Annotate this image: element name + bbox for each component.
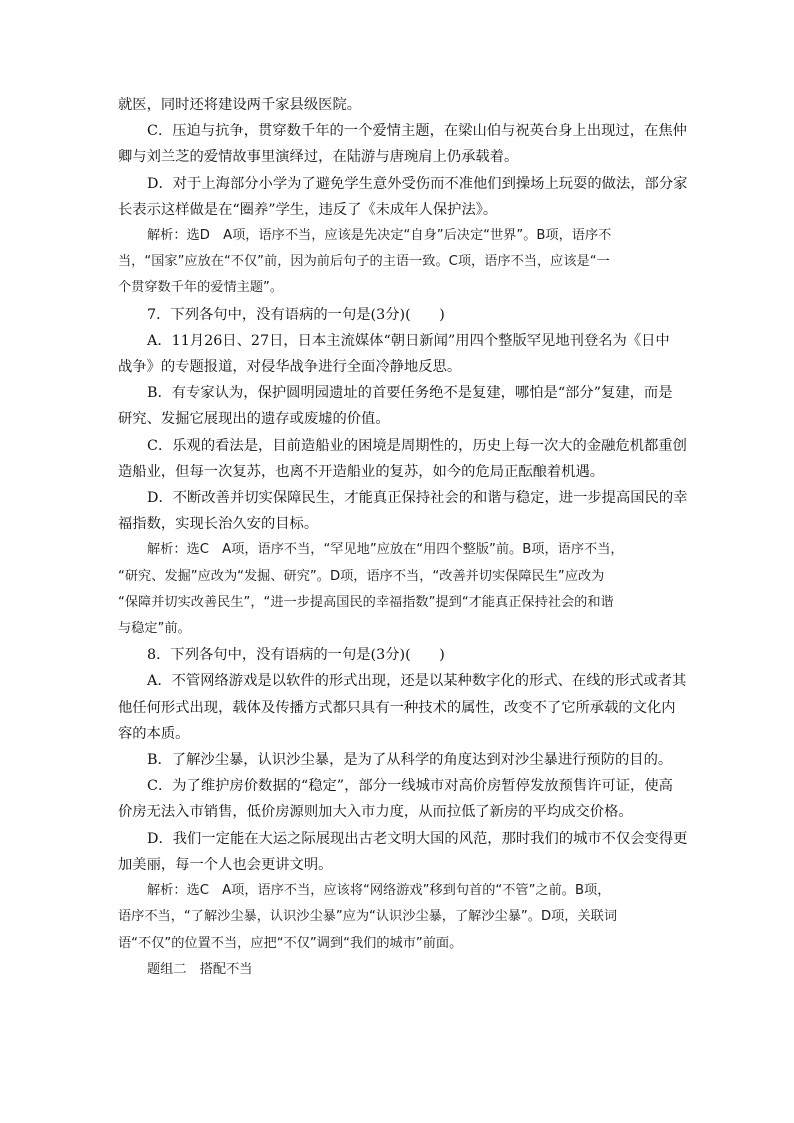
text-line: 与稳定”前。 (118, 621, 191, 637)
text-line: 语序不当，“了解沙尘暴，认识沙尘暴”应为“认识沙尘暴，了解沙尘暴”。D项，关联词 (118, 909, 618, 925)
text-line: 造船业，但每一次复苏，也离不开造船业的复苏，如今的危局正酝酿着机遇。 (118, 463, 605, 480)
text-line: D．对于上海部分小学为了避免学生意外受伤而不准他们到操场上玩耍的做法，部分家 (147, 175, 688, 192)
text-line: “保障并切实改善民生”，“进一步提高国民的幸福指数”提到“才能真正保持社会的和谐 (118, 594, 614, 610)
text-line: 解析：选C A项，语序不当，应该将“网络游戏”移到句首的“不管”之前。B项， (147, 883, 611, 899)
text-line: 语“不仅”的位置不当，应把“不仅”调到“我们的城市”前面。 (118, 935, 463, 951)
text-line: D．我们一定能在大运之际展现出古老文明大国的风范，那时我们的城市不仅会变得更 (147, 830, 688, 847)
text-line: 解析：选C A项，语序不当，“罕见地”应放在“用四个整版”前。B项，语序不当， (147, 542, 624, 558)
explanation-paragraph (118, 537, 681, 642)
text-line: 价房无法入市销售，低价房源则加大入市力度，从而拉低了新房的平均成交价格。 (118, 804, 633, 821)
text-line: 卿与刘兰芝的爱情故事里演绎过，在陆游与唐琬肩上仍承载着。 (118, 149, 519, 166)
text-paragraph (118, 773, 681, 825)
text-line: 长表示这样做是在“圈养”学生，违反了《未成年人保护法》。 (118, 201, 498, 218)
text-line: C．压迫与抗争，贯穿数千年的一个爱情主题，在梁山伯与祝英台身上出现过，在焦仲 (147, 123, 687, 140)
text-line: 7．下列各句中，没有语病的一句是(3分)( ) (147, 306, 445, 323)
explanation-paragraph (118, 223, 681, 302)
text-line: 研究、发掘它展现出的遗存或废墟的价值。 (118, 411, 390, 428)
text-paragraph (118, 642, 681, 668)
text-line: C．乐观的看法是，目前造船业的困境是周期性的，历史上每一次大的金融危机都重创 (147, 437, 687, 454)
text-line: 容的本质。 (118, 725, 190, 742)
text-paragraph (118, 747, 681, 773)
text-paragraph (118, 328, 681, 380)
text-line: 战争》的专题报道，对侵华战争进行全面冷静地反思。 (118, 359, 462, 376)
text-line: A．不管网络游戏是以软件的形式出现，还是以某种数字化的形式、在线的形式或者其 (147, 673, 687, 690)
text-line: 福指数，实现长治久安的目标。 (118, 516, 319, 533)
text-paragraph (118, 668, 687, 747)
text-line: B．有专家认为，保护圆明园遗址的首要任务绝不是复建，哪怕是“部分”复建，而是 (147, 385, 673, 402)
text-line: 解析：选D A项，语序不当，应该是先决定“自身”后决定“世界”。B项，语序不 (147, 228, 612, 244)
text-line: 加美丽，每一个人也会更讲文明。 (118, 856, 333, 873)
text-line: 8．下列各句中，没有语病的一句是(3分)( ) (147, 647, 445, 664)
text-line: A．11月26日、27日，日本主流媒体“朝日新闻”用四个整版罕见地刊登名为《日中 (147, 332, 670, 349)
text-paragraph (118, 118, 687, 170)
document-page (118, 92, 688, 983)
text-paragraph (118, 92, 681, 118)
text-line: 个贯穿数千年的爱情主题”。 (118, 280, 284, 296)
text-line: C．为了维护房价数据的“稳定”，部分一线城市对高价房暂停发放预售许可证，使高 (147, 778, 673, 795)
text-paragraph (118, 171, 688, 223)
text-line: “研究、发掘”应改为“发掘、研究”。D项，语序不当，“改善并切实保障民生”应改为 (118, 568, 605, 584)
text-paragraph (118, 485, 688, 537)
text-paragraph (118, 380, 681, 432)
text-line: 就医，同时还将建设两千家县级医院。 (118, 97, 362, 113)
explanation-paragraph (118, 878, 681, 957)
text-paragraph (118, 302, 681, 328)
text-line: 他任何形式出现，载体及传播方式都只具有一种技术的属性，改变不了它所承载的文化内 (118, 699, 676, 716)
text-paragraph (118, 433, 687, 485)
text-line: 题组二 搭配不当 (147, 961, 253, 977)
text-line: 当，“国家”应放在“不仅”前，因为前后句子的主语一致。C项，语序不当，应该是“一 (118, 254, 610, 270)
explanation-paragraph (118, 957, 681, 983)
text-line: D．不断改善并切实保障民生，才能真正保持社会的和谐与稳定，进一步提高国民的幸 (147, 490, 688, 507)
text-paragraph (118, 826, 688, 878)
text-line: B．了解沙尘暴，认识沙尘暴，是为了从科学的角度达到对沙尘暴进行预防的目的。 (147, 752, 673, 769)
